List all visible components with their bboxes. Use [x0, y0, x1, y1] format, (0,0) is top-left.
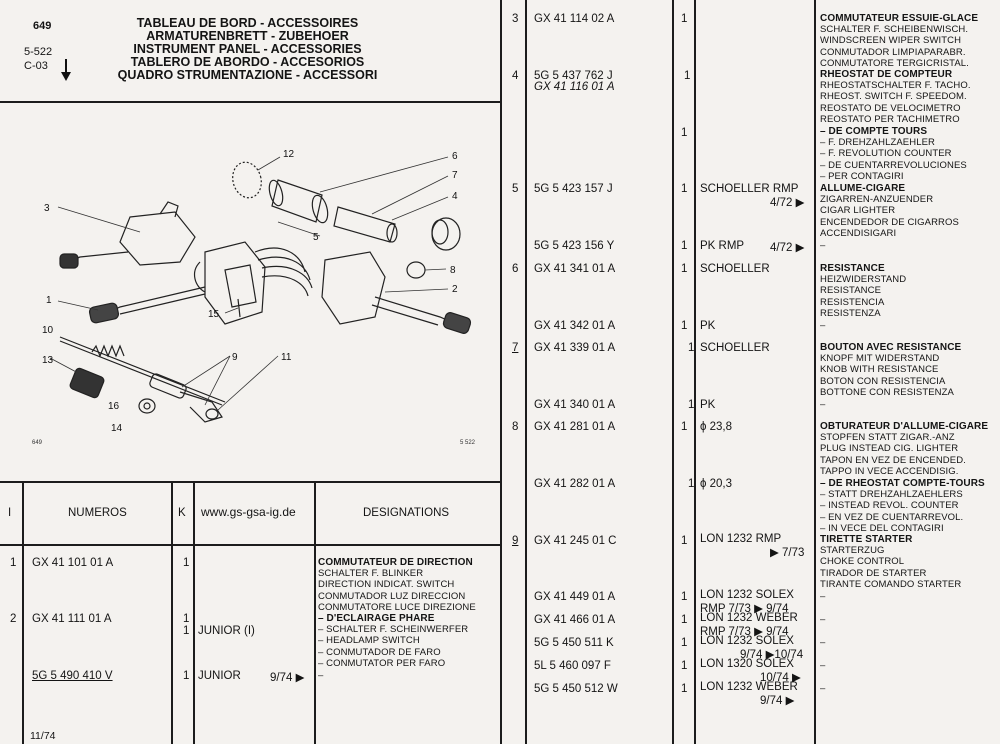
- callout-10: 10: [42, 325, 54, 336]
- designation-line: ENCENDEDOR DE CIGARROS: [820, 216, 959, 228]
- callout-3: 3: [44, 203, 50, 214]
- designation-line: REOSTATO PER TACHIMETRO: [820, 113, 960, 125]
- row-index: 3: [512, 13, 519, 25]
- col-line: [171, 481, 173, 744]
- callout-2: 2: [452, 284, 458, 295]
- designation: –: [820, 660, 826, 671]
- col-line: [314, 481, 316, 744]
- quantity: 1: [681, 683, 688, 695]
- part-number: 5G 5 437 762 J: [534, 70, 613, 82]
- date-range: 9/74 ▶: [270, 672, 305, 684]
- col-line: [525, 0, 527, 744]
- quantity: 1: [688, 399, 695, 411]
- date-range: 4/72 ▶: [770, 242, 805, 254]
- designation-line: STARTERZUG: [820, 545, 885, 557]
- quantity: 1: [681, 240, 688, 252]
- part-number: 5G 5 450 512 W: [534, 683, 618, 695]
- date-range: RMP 7/73 ▶ 9/74: [700, 626, 789, 638]
- designation-line: – PER CONTAGIRI: [820, 170, 904, 182]
- page-number: 649: [33, 20, 52, 32]
- date-range: ▶ 7/73: [770, 547, 805, 559]
- version-note: SCHOELLER: [700, 342, 770, 354]
- designation-line: RESISTANCE: [820, 263, 885, 274]
- part-number: 5G 5 423 156 Y: [534, 240, 615, 252]
- row-index: 2: [10, 613, 17, 625]
- version-note: LON 1232 SOLEX: [700, 589, 794, 601]
- version-note: LON 1232 SOLEX: [700, 635, 794, 647]
- quantity: 1: [183, 670, 190, 682]
- callout-12: 12: [283, 149, 295, 160]
- version-note: SCHOELLER RMP: [700, 183, 799, 195]
- title-de: ARMATURENBRETT - ZUBEHOER: [146, 29, 349, 43]
- row-index: 8: [512, 421, 519, 433]
- designation-line: REOSTATO DE VELOCIMETRO: [820, 102, 961, 114]
- designation-line: RHEOST. SWITCH F. SPEEDOM.: [820, 91, 967, 103]
- down-arrow-icon: [60, 58, 72, 82]
- part-number: GX 41 342 01 A: [534, 320, 616, 332]
- callout-16: 16: [108, 401, 120, 412]
- designation-line: TIRANTE COMANDO STARTER: [820, 578, 962, 590]
- designation: [318, 613, 468, 669]
- row-index: 4: [512, 70, 519, 82]
- part-number: GX 41 281 01 A: [534, 421, 616, 433]
- diagram-foot-right: 5 522: [460, 440, 476, 446]
- designation-line: TIRADOR DE STARTER: [820, 567, 927, 579]
- designation-line: OBTURATEUR D'ALLUME-CIGARE: [820, 421, 989, 432]
- part-number-alt: GX 41 116 01 A: [534, 81, 615, 93]
- designation-line: – DE CUENTARREVOLUCIONES: [820, 159, 967, 171]
- designation-line: CIGAR LIGHTER: [820, 205, 896, 217]
- part-number: 5L 5 460 097 F: [534, 660, 611, 672]
- designation-line: BOTTONE CON RESISTENZA: [820, 386, 954, 398]
- diagram-foot-left: 649: [32, 440, 43, 446]
- callout-15: 15: [208, 309, 220, 320]
- quantity: 1: [681, 421, 688, 433]
- designation: [820, 126, 967, 182]
- col-line: [694, 0, 696, 744]
- quantity: 1: [684, 70, 691, 82]
- designation: [820, 13, 978, 69]
- version-note: SCHOELLER: [700, 263, 770, 275]
- edition-date: 11/74: [30, 730, 56, 742]
- col-line: [814, 0, 816, 744]
- designation-line: – D'ECLAIRAGE PHARE: [318, 613, 435, 624]
- col-line: [672, 0, 674, 744]
- callout-13: 13: [42, 355, 54, 366]
- designation: [820, 342, 961, 398]
- title-en: INSTRUMENT PANEL - ACCESSORIES: [133, 42, 362, 56]
- quantity: 1: [688, 478, 695, 490]
- designation-line: COMMUTATEUR ESSUIE-GLACE: [820, 13, 979, 24]
- designation-line: SCHALTER F. BLINKER: [318, 568, 424, 580]
- part-number: GX 41 111 01 A: [32, 613, 112, 625]
- ref-code: C-03: [24, 60, 48, 72]
- table-header-rule: [0, 544, 501, 546]
- date-range: 10/74 ▶: [760, 672, 801, 684]
- designation-line: RESISTANCE: [820, 285, 882, 297]
- designation-line: RESISTENCIA: [820, 296, 885, 308]
- designation-line: – IN VECE DEL CONTAGIRI: [820, 522, 944, 534]
- version-note: PK: [700, 399, 716, 411]
- part-number: GX 41 282 01 A: [534, 478, 616, 490]
- designation-line: STOPFEN STATT ZIGAR.-ANZ: [820, 432, 955, 444]
- designation: –: [820, 240, 826, 251]
- col-header-designations: DESIGNATIONS: [363, 507, 450, 519]
- designation-line: KNOPF MIT WIDERSTAND: [820, 353, 940, 365]
- page-titles: [110, 17, 385, 82]
- designation: [820, 421, 988, 477]
- designation: –: [820, 637, 826, 648]
- table-top-rule: [0, 481, 501, 483]
- quantity: 1: [681, 535, 688, 547]
- part-number: GX 41 339 01 A: [534, 342, 616, 354]
- callout-6: 6: [452, 151, 458, 162]
- version-note: ϕ 20,3: [700, 478, 733, 490]
- title-it: QUADRO STRUMENTAZIONE - ACCESSORI: [117, 68, 378, 82]
- callout-9: 9: [232, 352, 238, 363]
- designation-line: BOTON CON RESISTENCIA: [820, 375, 946, 387]
- designation-line: WINDSCREEN WIPER SWITCH: [820, 35, 962, 47]
- quantity: 1: [183, 613, 190, 625]
- part-number: GX 41 245 01 C: [534, 535, 617, 547]
- col-line: [22, 481, 24, 744]
- designation-line: TAPON EN VEZ DE ENCENDED.: [820, 454, 966, 466]
- designation-line: SCHALTER F. SCHEIBENWISCH.: [820, 24, 969, 36]
- quantity: 1: [681, 660, 688, 672]
- row-index: 7: [512, 342, 519, 354]
- part-number: GX 41 340 01 A: [534, 399, 616, 411]
- designation-line: ALLUME-CIGARE: [820, 183, 906, 194]
- callout-5: 5: [313, 232, 319, 243]
- designation-line: – STATT DREHZAHLZAEHLERS: [820, 489, 963, 501]
- version-note: JUNIOR (I): [198, 625, 255, 637]
- designation-line: ACCENDISIGARI: [820, 227, 897, 239]
- date-range: 4/72 ▶: [770, 197, 805, 209]
- callout-8: 8: [450, 265, 456, 276]
- quantity: 1: [681, 127, 688, 139]
- version-note: PK: [700, 320, 716, 332]
- part-number: GX 41 449 01 A: [534, 591, 616, 603]
- designation-line: HEIZWIDERSTAND: [820, 274, 907, 286]
- callout-14: 14: [111, 423, 123, 434]
- col-line: [193, 481, 195, 744]
- designation-line: – CONMUTATOR PER FARO: [318, 657, 446, 669]
- designation: [820, 263, 906, 319]
- designation-line: PLUG INSTEAD CIG. LIGHTER: [820, 443, 959, 455]
- designation-line: BOUTON AVEC RESISTANCE: [820, 342, 962, 353]
- callout-11: 11: [281, 352, 292, 363]
- designation: –: [820, 591, 826, 602]
- quantity: 1: [681, 637, 688, 649]
- title-fr: TABLEAU DE BORD - ACCESSOIRES: [136, 16, 359, 30]
- designation: [820, 478, 985, 534]
- designation: –: [820, 683, 826, 694]
- designation-line: CHOKE CONTROL: [820, 556, 905, 568]
- designation: [318, 557, 476, 613]
- designation: [820, 183, 959, 239]
- col-header-numeros: NUMEROS: [68, 507, 127, 519]
- page-divider: [500, 0, 502, 744]
- row-index: 1: [10, 557, 17, 569]
- part-number: GX 41 466 01 A: [534, 614, 616, 626]
- version-note: LON 1232 WEBER: [700, 612, 798, 624]
- date-range: 9/74 ▶: [760, 695, 795, 707]
- designation-line: CONMUTATORE TERGICRISTAL.: [820, 57, 969, 69]
- designation-line: DIRECTION INDICAT. SWITCH: [318, 579, 455, 591]
- col-header-website: www.gs-gsa-ig.de: [201, 505, 296, 519]
- date-range: RMP 7/73 ▶ 9/74: [700, 603, 789, 615]
- designation-line: RHEOSTATSCHALTER F. TACHO.: [820, 80, 971, 92]
- quantity: 1: [681, 614, 688, 626]
- version-note: LON 1232 WEBER: [700, 681, 798, 693]
- designation-line: CONMUTADOR LUZ DIRECCION: [318, 590, 466, 602]
- version-note: ϕ 23,8: [700, 421, 733, 433]
- designation: –: [820, 320, 826, 331]
- designation-line: – DE RHEOSTAT COMPTE-TOURS: [820, 478, 985, 489]
- designation-line: – SCHALTER F. SCHEINWERFER: [318, 624, 469, 636]
- designation-line: – F. DREHZAHLZAEHLER: [820, 137, 935, 149]
- callout-4: 4: [452, 191, 458, 202]
- callout-7: 7: [452, 170, 458, 181]
- designation: [820, 534, 961, 590]
- designation-line: – INSTEAD REVOL. COUNTER: [820, 500, 959, 512]
- part-number: GX 41 114 02 A: [534, 13, 615, 25]
- designation-line: CONMUTADOR LIMPIAPARABR.: [820, 46, 966, 58]
- designation-line: RHEOSTAT DE COMPTEUR: [820, 69, 953, 80]
- designation: –: [318, 670, 324, 681]
- quantity: 1: [183, 557, 190, 569]
- callout-1: 1: [46, 295, 52, 306]
- designation-line: – EN VEZ DE CUENTARREVOL.: [820, 511, 964, 523]
- title-es: TABLERO DE ABORDO - ACCESORIOS: [130, 55, 365, 69]
- part-number: 5G 5 490 410 V: [32, 670, 113, 682]
- designation-line: – HEADLAMP SWITCH: [318, 635, 420, 647]
- designation-line: – CONMUTADOR DE FARO: [318, 646, 441, 658]
- designation: [820, 69, 971, 125]
- designation-line: ZIGARREN-ANZUENDER: [820, 194, 934, 206]
- designation-line: TIRETTE STARTER: [820, 534, 913, 545]
- designation-line: CONMUTATORE LUCE DIREZIONE: [318, 601, 476, 613]
- part-number: 5G 5 450 511 K: [534, 637, 614, 649]
- designation-line: RESISTENZA: [820, 307, 881, 319]
- version-note: JUNIOR: [198, 670, 241, 682]
- designation-line: – F. REVOLUTION COUNTER: [820, 148, 952, 160]
- row-index: 5: [512, 183, 519, 195]
- quantity: 1: [681, 13, 688, 25]
- quantity: 1: [681, 183, 688, 195]
- ref-number: 5-522: [24, 46, 53, 58]
- quantity: 1: [681, 591, 688, 603]
- version-note: LON 1232 RMP: [700, 533, 782, 545]
- designation: –: [820, 614, 826, 625]
- quantity: 1: [688, 342, 695, 354]
- designation: –: [820, 399, 826, 410]
- version-note: LON 1320 SOLEX: [700, 658, 794, 670]
- designation-line: TAPPO IN VECE ACCENDISIG.: [820, 465, 959, 477]
- row-index: 9: [512, 535, 519, 547]
- col-header-k: K: [178, 507, 186, 519]
- part-number: 5G 5 423 157 J: [534, 183, 613, 195]
- quantity: 1: [681, 263, 688, 275]
- col-header-i: I: [8, 507, 12, 519]
- date-range: 9/74 ▶10/74: [740, 649, 804, 661]
- part-number: GX 41 341 01 A: [534, 263, 616, 275]
- quantity: 1: [681, 320, 688, 332]
- designation-line: – DE COMPTE TOURS: [820, 126, 928, 137]
- version-note: PK RMP: [700, 240, 745, 252]
- quantity: 1: [183, 625, 190, 637]
- designation-line: COMMUTATEUR DE DIRECTION: [318, 557, 473, 568]
- designation-line: KNOB WITH RESISTANCE: [820, 364, 939, 376]
- exploded-parts-diagram: [0, 102, 500, 480]
- part-number: GX 41 101 01 A: [32, 557, 114, 569]
- row-index: 6: [512, 263, 519, 275]
